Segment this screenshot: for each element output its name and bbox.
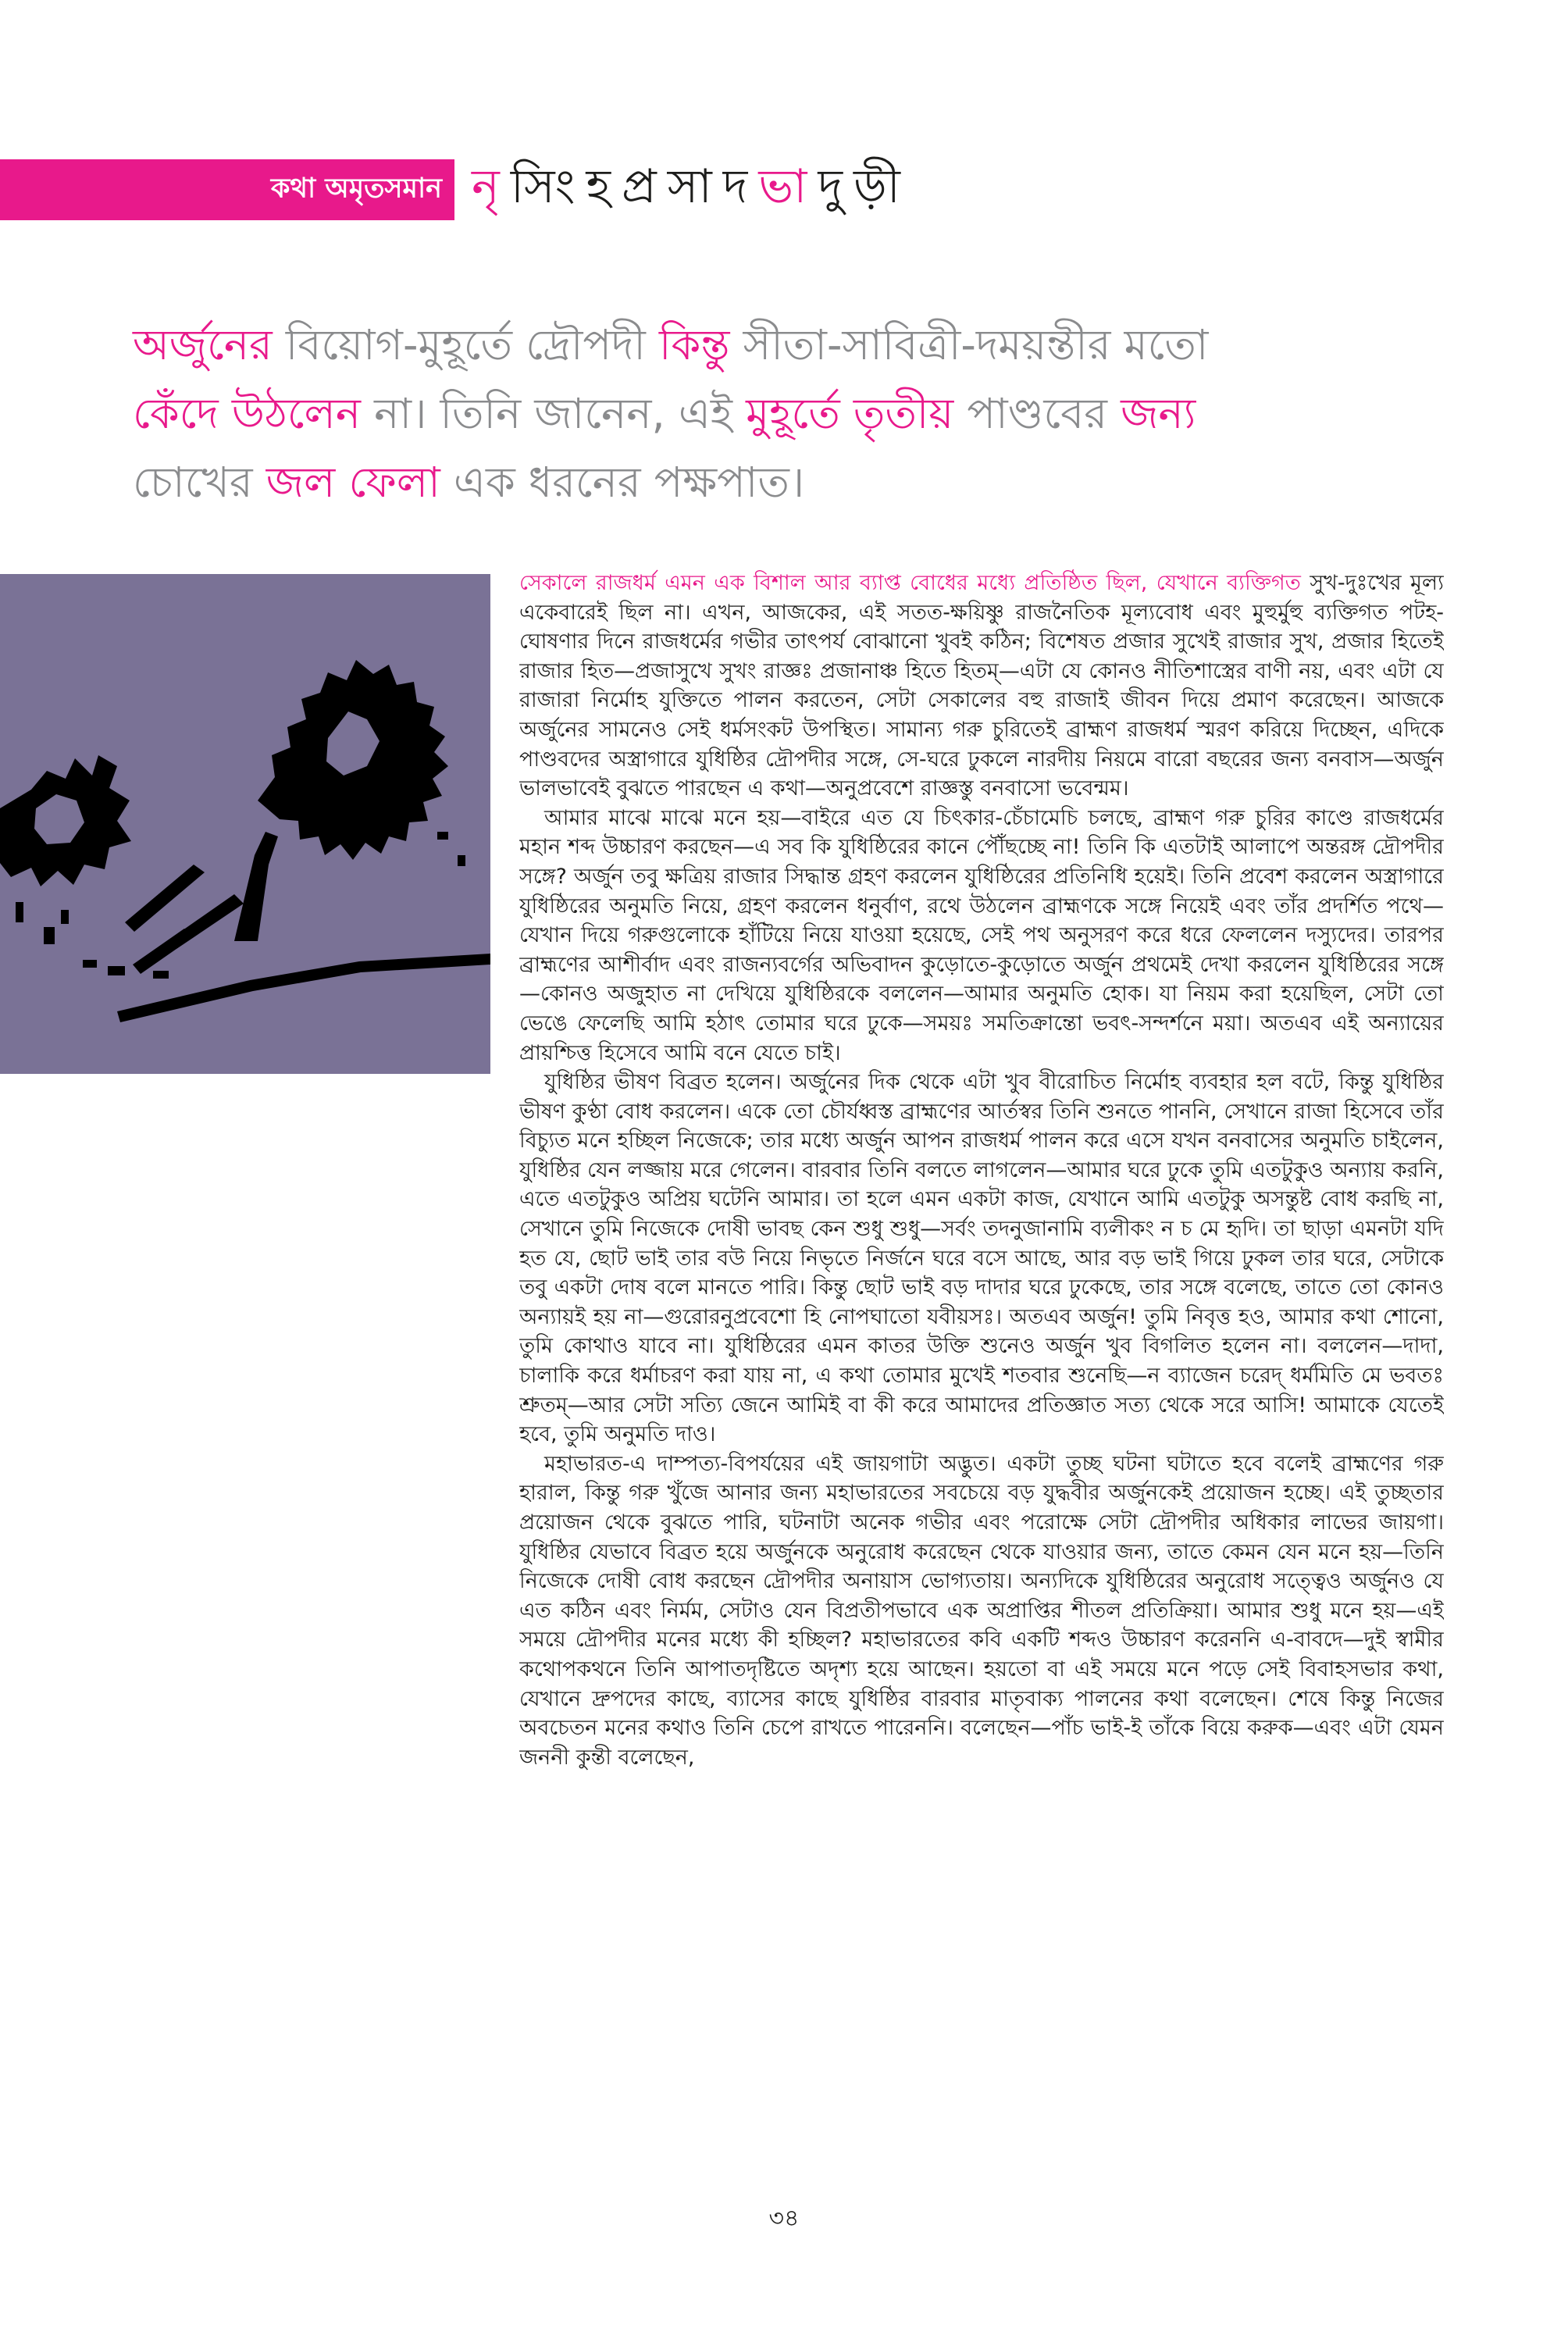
pull-quote-highlight: কিন্তু bbox=[659, 320, 730, 369]
article-text: সুখ-দুঃখের মূল্য একেবারেই ছিল না। এখন, আজকের, এই সতত-ক্ষয়িষ্ণু রাজনৈতিক মূল্যবোধ এবং মুহুর্মুহু ব্যক্তিগত পটহ-ঘোষণার দিনে রাজধর্মের গভীর তাৎপর্য বোঝানো খুবই কঠিন; বিশেষত প্রজার সুখেই রাজার সুখ, প্রজার হিতেই রাজার হিত—প্রজাসুখে সুখং রাজ্ঞঃ প্রজানাঞ্চ হিতে হিতম্—এটা যে কোনও নীতিশাস্ত্রের বাণী নয়, এবং এটা যে রাজারা নির্মোহ যুক্তিতে পালন করতেন, সেটা সেকালের বহু রাজাই জীবন দিয়ে প্রমাণ করেছেন। আজকে অর্জুনের সামনেও সেই ধর্মসংকট উপস্থিত। সামান্য গরু চুরিতেই ব্রাহ্মণ রাজধর্ম স্মরণ করিয়ে দিচ্ছেন, এদিকে পাণ্ডবদের অস্ত্রাগারে যুধিষ্ঠির দ্রৌপদীর সঙ্গে, সে-ঘরে ঢুকলে নারদীয় নিয়মে বারো বছরের জন্য বনবাস—অর্জুন ভালভাবেই বুঝতে পারছেন এ কথা—অনুপ্রবেশে রাজ্ঞস্তু বনবাসো ভবেন্মম। bbox=[519, 571, 1444, 801]
pull-quote-text: বিয়োগ-মুহূর্তে দ্রৌপদী bbox=[272, 320, 660, 369]
illustration-image bbox=[0, 574, 490, 1074]
dot bbox=[153, 971, 169, 979]
author-name-part: সিংহপ্রসাদ bbox=[510, 159, 759, 214]
article-paragraph: আমার মাঝে মাঝে মনে হয়—বাইরে এত যে চিৎকার-চেঁচামেচি চলছে, ব্রাহ্মণ গরু চুরির কাণ্ডে রাজধর্মের মহান শব্দ উচ্চারণ করছেন—এ সব কি যুধিষ্ঠিরের কানে পৌঁছচ্ছে না! তিনি কি এতটাই আলাপে অন্তরঙ্গ দ্রৌপদীর সঙ্গে? অর্জুন তবু ক্ষত্রিয় রাজার সিদ্ধান্ত গ্রহণ করলেন যুধিষ্ঠিরের প্রতিনিধি হয়েই। তিনি প্রবেশ করলেন অস্ত্রাগারে যুধিষ্ঠিরের অনুমতি নিয়ে, গ্রহণ করলেন ধনুর্বাণ, রথে উঠলেন ব্রাহ্মণকে সঙ্গে নিয়েই এবং তাঁর প্রদর্শিত পথে—যেখান দিয়ে গরুগুলোকে হাঁটিয়ে নিয়ে যাওয়া হয়েছে, সেই পথ অনুসরণ করে ধরে ফেললেন দস্যুদের। তারপর ব্রাহ্মণের আশীর্বাদ এবং রাজন্যবর্গের অভিবাদন কুড়োতে-কুড়োতে অর্জুন প্রথমেই দেখা করলেন যুধিষ্ঠিরের সঙ্গে—কোনও অজুহাত না দেখিয়ে যুধিষ্ঠিরকে বললেন—আমার অনুমতি হোক। যা নিয়ম করা হয়েছিল, সেটা তো ভেঙে ফেলেছি আমি হঠাৎ তোমার ঘরে ঢুকে—সময়ঃ সমতিক্রান্তো ভবৎ-সন্দর্শনে ময়া। অতএব এই অন্যায়ের প্রায়শ্চিত্ত হিসেবে আমি বনে যেতে চাই। bbox=[519, 805, 1444, 1065]
dot bbox=[108, 966, 125, 975]
pull-quote-text: চোখের bbox=[133, 458, 266, 507]
pull-quote-highlight: অর্জুনের bbox=[133, 320, 273, 369]
author-name-part: নৃ bbox=[472, 159, 511, 214]
article-paragraph bbox=[519, 569, 1444, 804]
dot bbox=[83, 960, 97, 968]
article-paragraph: মহাভারত-এ দাম্পত্য-বিপর্যয়ের এই জায়গাটা অদ্ভুত। একটা তুচ্ছ ঘটনা ঘটাতে হবে বলেই ব্রাহ্মণের গরু হারাল, কিন্তু গরু খুঁজে আনার জন্য মহাভারতের সবচেয়ে বড় যুদ্ধবীর অর্জুনকেই প্রয়োজন হচ্ছে। এই তুচ্ছতার প্রয়োজন থেকে বুঝতে পারি, ঘটনাটা অনেক গভীর এবং পরোক্ষে সেটা দ্রৌপদীর অধিকার লাভের জায়গা। যুধিষ্ঠির যেভাবে বিব্রত হয়ে অর্জুনকে অনুরোধ করেছেন থেকে যাওয়ার জন্য, তাতে কেমন যেন মনে হয়—তিনি নিজেকে দোষী বোধ করছেন দ্রৌপদীর অনায়াস ভোগ্যতায়। অন্যদিকে যুধিষ্ঠিরের অনুরোধ সত্ত্বেও অর্জুনও যে এত কঠিন এবং নির্মম, সেটাও যেন বিপ্রতীপভাবে এক অপ্রাপ্তির শীতল প্রতিক্রিয়া। আমার শুধু মনে হয়—এই সময়ে দ্রৌপদীর মনের মধ্যে কী হচ্ছিল? মহাভারতের কবি একটি শব্দও উচ্চারণ করেননি এ-বাবদে—দুই স্বামীর কথোপকথনে তিনি আপাতদৃষ্টিতে অদৃশ্য হয়ে আছেন। হয়তো বা এই সময়ে মনে পড়ে সেই বিবাহসভার কথা, যেখানে দ্রুপদের কাছে, ব্যাসের কাছে যুধিষ্ঠির বারবার মাতৃবাক্য পালনের কথা বলেছেন। শেষে কিন্তু নিজের অবচেতন মনের কথাও তিনি চেপে রাখতে পারেননি। বলেছেন—পাঁচ ভাই-ই তাঁকে বিয়ে করুক—এবং এটা যেমন জননী কুন্তী বলেছেন, bbox=[519, 1451, 1444, 1770]
pull-quote-highlight: জন্য bbox=[1121, 389, 1196, 438]
dot bbox=[458, 855, 465, 866]
pull-quote-text: পাণ্ডবের bbox=[953, 389, 1121, 438]
pull-quote-line bbox=[133, 311, 1491, 380]
page-number: ৩৪ bbox=[768, 2205, 800, 2232]
pull-quote-text: সীতা-সাবিত্রী-দময়ন্তীর মতো bbox=[729, 320, 1209, 369]
pull-quote-text: এক ধরনের পক্ষপাত। bbox=[440, 458, 805, 507]
author-name-part: ভা bbox=[758, 159, 818, 214]
pull-quote bbox=[133, 311, 1491, 517]
pull-quote-highlight: মুহূর্তে তৃতীয় bbox=[746, 389, 954, 438]
illustration bbox=[0, 574, 490, 1074]
series-title: কথা অমৃতসমান bbox=[270, 173, 442, 205]
dot bbox=[44, 927, 55, 944]
author-name bbox=[472, 156, 911, 223]
author-name-part: দুড়ী bbox=[818, 159, 911, 214]
pull-quote-highlight: কেঁদে উঠলেন bbox=[133, 389, 362, 438]
series-banner bbox=[0, 159, 454, 220]
pull-quote-text: না। তিনি জানেন, এই bbox=[361, 389, 747, 438]
pull-quote-line bbox=[133, 380, 1491, 448]
pull-quote-line bbox=[133, 448, 1491, 517]
pull-quote-highlight: জল ফেলা bbox=[265, 458, 440, 507]
article-lead: সেকালে রাজধর্ম এমন এক বিশাল আর ব্যাপ্ত বোধের মধ্যে প্রতিষ্ঠিত ছিল, যেখানে ব্যক্তিগত bbox=[519, 571, 1301, 595]
dot bbox=[437, 832, 448, 840]
article-paragraph: যুধিষ্ঠির ভীষণ বিব্রত হলেন। অর্জুনের দিক থেকে এটা খুব বীরোচিত নির্মোহ ব্যবহার হল বটে, কিন্তু যুধিষ্ঠির ভীষণ কুণ্ঠা বোধ করলেন। একে তো চৌর্যধ্বস্ত ব্রাহ্মণের আর্তস্বর তিনি শুনতে পাননি, সেখানে রাজা হিসেবে তাঁর বিচ্যুত মনে হচ্ছিল নিজেকে; তার মধ্যে অর্জুন আপন রাজধর্ম পালন করে এসে যখন বনবাসের অনুমতি চাইলেন, যুধিষ্ঠির যেন লজ্জায় মরে গেলেন। বারবার তিনি বলতে লাগলেন—আমার ঘরে ঢুকে তুমি এতটুকুও অন্যায় করনি, এতে এতটুকুও অপ্রিয় ঘটেনি আমার। তা হলে এমন একটা কাজ, যেখানে আমি এতটুকু অসন্তুষ্ট বোধ করছি না, সেখানে তুমি নিজেকে দোষী ভাবছ কেন শুধু শুধু—সর্বং তদনুজানামি ব্যলীকং ন চ মে হৃদি। তা ছাড়া এমনটা যদি হত যে, ছোট ভাই তার বউ নিয়ে নিভৃতে নির্জনে ঘরে বসে আছে, আর বড় ভাই গিয়ে ঢুকল তার ঘরে, সেটাকে তবু একটা দোষ বলে মানতে পারি। কিন্তু ছোট ভাই বড় দাদার ঘরে ঢুকেছে, তার সঙ্গে বলেছে, তাতে তো কোনও অন্যায়ই হয় না—গুরোরনুপ্রবেশো হি নোপঘাতো যবীয়সঃ। অতএব অর্জুন! তুমি নিবৃত্ত হও, আমার কথা শোনো, তুমি কোথাও যাবে না। যুধিষ্ঠিরের এমন কাতর উক্তি শুনেও অর্জুন খুব বিগলিত হলেন না। বললেন—দাদা, চালাকি করে ধর্মাচরণ করা যায় না, এ কথা তোমার মুখেই শতবার শুনেছি—ন ব্যাজেন চরেদ্ ধর্মমিতি মে ভবতঃ শ্রুতম্—আর সেটা সত্যি জেনে আমিই বা কী করে আমাদের প্রতিজ্ঞাত সত্য থেকে সরে আসি! আমাকে যেতেই হবে, তুমি অনুমতি দাও। bbox=[519, 1070, 1444, 1447]
dot bbox=[61, 910, 69, 924]
dot bbox=[16, 902, 23, 922]
article-body bbox=[519, 569, 1444, 2193]
